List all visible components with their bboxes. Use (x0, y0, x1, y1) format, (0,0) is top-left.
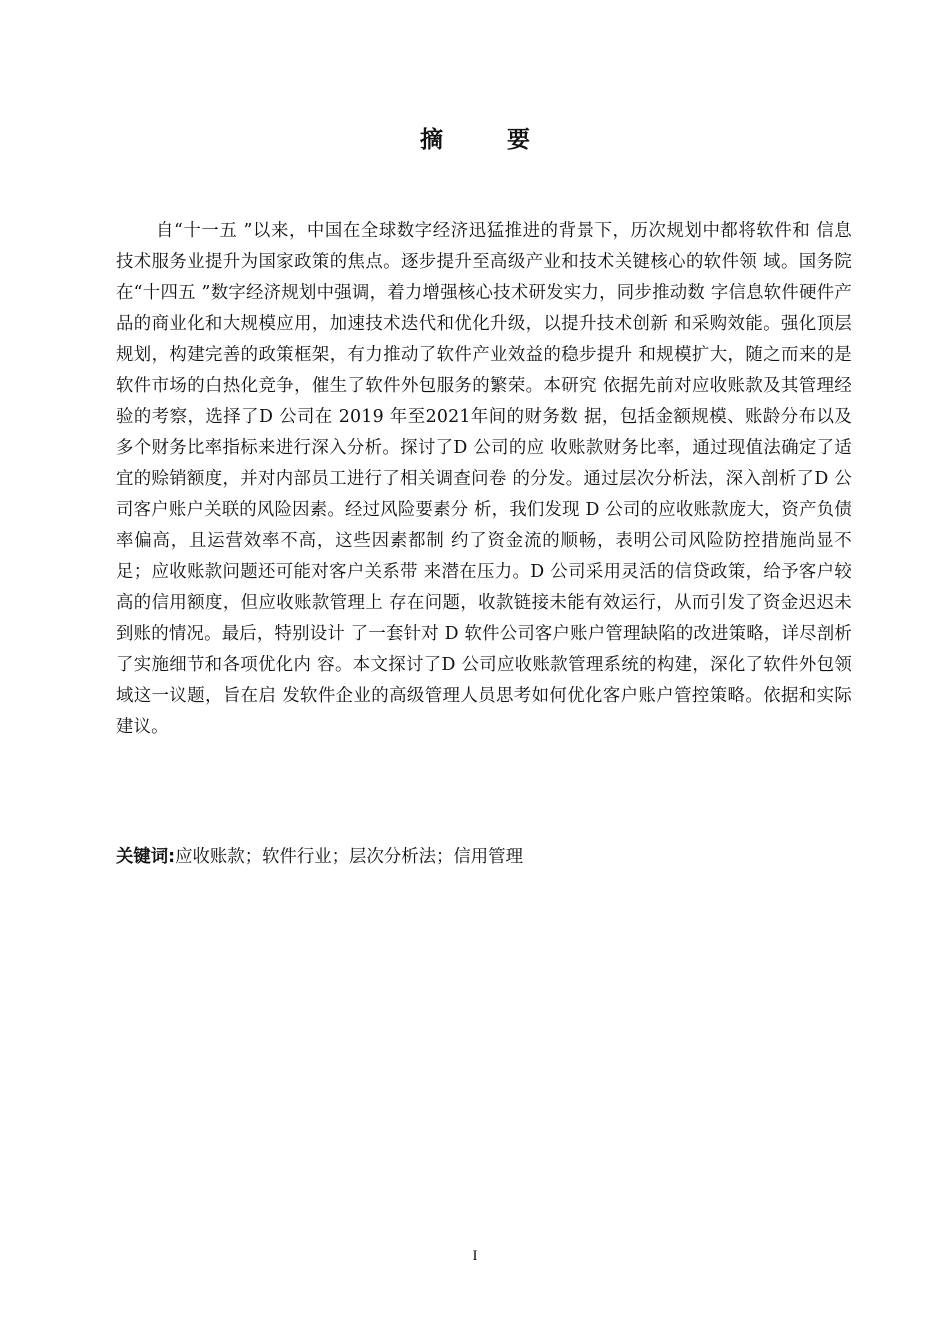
abstract-title: 摘 要 (419, 127, 558, 153)
keywords-value: 应收账款；软件行业；层次分析法；信用管理 (175, 847, 523, 867)
keywords-line (116, 842, 852, 873)
abstract-body: 自“十一五 ”以来，中国在全球数字经济迅猛推进的背景下，历次规划中都将软件和 信息技术服务业提升为国家政策的焦点。逐步提升至高级产业和技术关键核心的软件领 域。国务院在“十四五 ”数字经济规划中强调，着力增强核心技术研发实力，同步推动数 字信息软件硬件产品的商业化和大规模应用，加速技术迭代和优化升级，以提升技术创新 和采购效能。强化顶层规划，构建完善的政策框架，有力推动了软件产业效益的稳步提升 和规模扩大，随之而来的是软件市场的白热化竞争，催生了软件外包服务的繁荣。本研究 依据先前对应收账款及其管理经验的考察，选择了D 公司在 2019 年至2021年间的财务数 据，包括金额规模、账龄分布以及多个财务比率指标来进行深入分析。探讨了D 公司的应 收账款财务比率，通过现值法确定了适宜的赊销额度，并对内部员工进行了相关调查问卷 的分发。通过层次分析法，深入剖析了D 公司客户账户关联的风险因素。经过风险要素分 析，我们发现 D 公司的应收账款庞大，资产负债率偏高，且运营效率不高，这些因素都制 约了资金流的顺畅，表明公司风险防控措施尚显不足；应收账款问题还可能对客户关系带 来潜在压力。D 公司采用灵活的信贷政策，给予客户较高的信用额度，但应收账款管理上 存在问题，收款链接未能有效运行，从而引发了资金迟迟未到账的情况。最后，特别设计 了一套针对 D 软件公司客户账户管理缺陷的改进策略，详尽剖析了实施细节和各项优化内 容。本文探讨了D 公司应收账款管理系统的构建，深化了软件外包领域这一议题，旨在启 发软件企业的高级管理人员思考如何优化客户账户管控策略。依据和实际建议。 (116, 221, 852, 737)
keywords-label: 关键词: (116, 847, 176, 867)
page-number: I (472, 1248, 478, 1264)
